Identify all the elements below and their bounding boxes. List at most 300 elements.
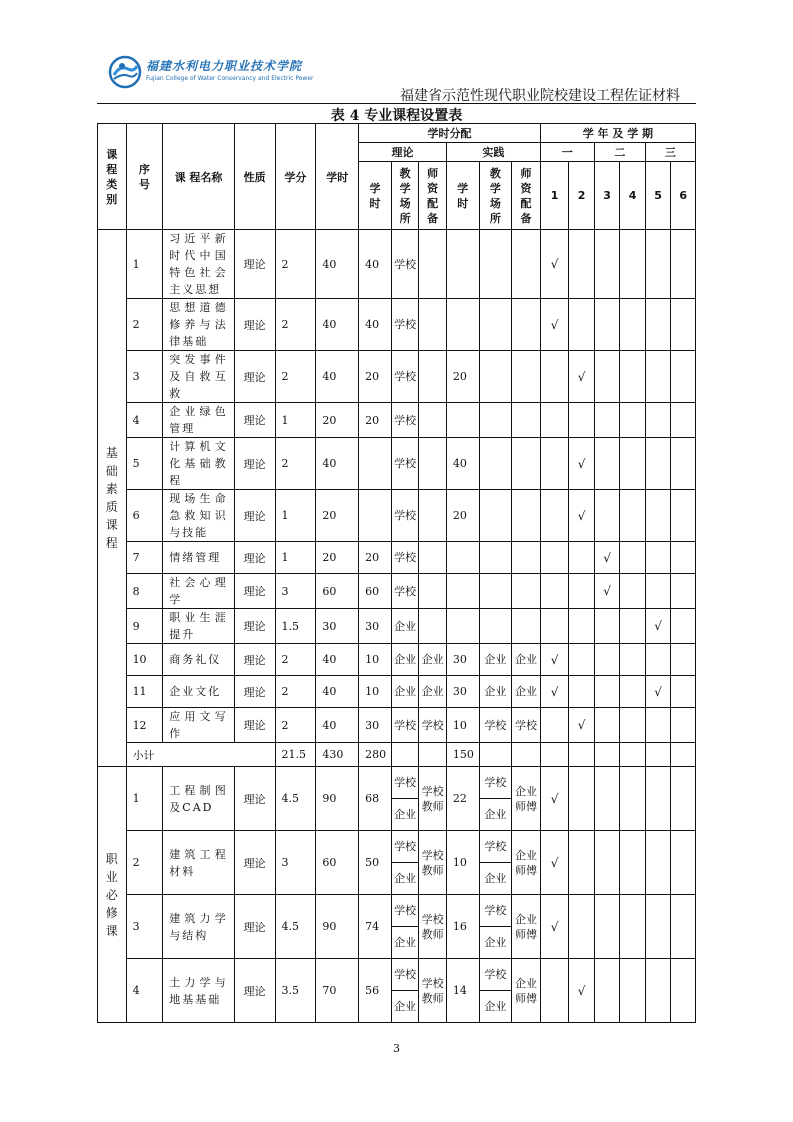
- header-sem-3: 3: [594, 162, 620, 230]
- semester-5-cell: [645, 831, 671, 895]
- seq-cell: 3: [126, 895, 163, 959]
- header-practice-place: 教 学 场 所: [479, 162, 512, 230]
- semester-5-cell: [645, 403, 671, 438]
- practice-place-cell-split: [480, 767, 512, 830]
- theory-teacher-cell: 学校教师: [419, 767, 447, 831]
- semester-5-cell: [645, 438, 671, 490]
- semester-1-cell: [540, 351, 569, 403]
- course-name-cell: 建筑力学与结构: [163, 895, 234, 959]
- semester-2-cell: [569, 299, 595, 351]
- credit-cell: 2: [275, 299, 316, 351]
- credit-cell: 1.5: [275, 609, 316, 644]
- semester-6-cell: [671, 644, 696, 676]
- hours-cell: 60: [316, 831, 359, 895]
- practice-teacher-cell: 企业: [512, 644, 541, 676]
- theory-teacher-cell: [419, 351, 447, 403]
- header-theory-teacher: 师 资 配 备: [419, 162, 447, 230]
- nature-cell: 理论: [234, 351, 275, 403]
- semester-2-cell: √: [569, 351, 595, 403]
- semester-4-cell: [620, 959, 646, 1023]
- semester-2-cell: [569, 574, 595, 609]
- practice-teacher-cell: [512, 230, 541, 299]
- hours-cell: 90: [316, 895, 359, 959]
- practice-place-cell: [479, 895, 512, 959]
- header-year-2: 二: [594, 143, 645, 162]
- course-name-cell: 土力学与地基基础: [163, 959, 234, 1023]
- subtotal-credit: 21.5: [275, 743, 316, 767]
- semester-6-cell: [671, 230, 696, 299]
- practice-teacher-cell: [512, 542, 541, 574]
- header-practice: 实践: [446, 143, 540, 162]
- course-name-cell: 工程制图及CAD: [163, 767, 234, 831]
- credit-cell: 3: [275, 574, 316, 609]
- category-label: 职 业 必 修 课: [98, 767, 127, 1023]
- semester-2-cell: [569, 403, 595, 438]
- category-label: 基 础 素 质 课 程: [98, 230, 127, 767]
- table-row: [98, 767, 696, 831]
- header-theory: 理论: [359, 143, 447, 162]
- theory-hours-cell: 20: [359, 403, 392, 438]
- empty-cell: [540, 743, 569, 767]
- hours-cell: 20: [316, 542, 359, 574]
- semester-2-cell: [569, 609, 595, 644]
- semester-6-cell: [671, 831, 696, 895]
- practice-place-cell: 企业: [479, 644, 512, 676]
- table-row: [98, 542, 696, 574]
- theory-place-cell: 学校: [391, 299, 419, 351]
- table-row: [98, 438, 696, 490]
- table-row: [98, 230, 696, 299]
- theory-teacher-cell: 学校教师: [419, 831, 447, 895]
- credit-cell: 1: [275, 542, 316, 574]
- semester-4-cell: [620, 676, 646, 708]
- hours-cell: 40: [316, 299, 359, 351]
- practice-hours-cell: 40: [446, 438, 479, 490]
- semester-5-cell: [645, 574, 671, 609]
- theory-place-cell-split: [392, 767, 419, 830]
- credit-cell: 1: [275, 403, 316, 438]
- semester-1-cell: √: [540, 230, 569, 299]
- practice-place-cell-line: 学校: [484, 904, 507, 917]
- theory-hours-cell: [359, 438, 392, 490]
- semester-5-cell: [645, 644, 671, 676]
- nature-cell: 理论: [234, 490, 275, 542]
- theory-teacher-cell: [419, 490, 447, 542]
- semester-2-cell: [569, 644, 595, 676]
- header-practice-teacher: 师 资 配 备: [512, 162, 541, 230]
- semester-4-cell: [620, 299, 646, 351]
- table-row: [98, 351, 696, 403]
- practice-teacher-cell: 企业师傅: [512, 959, 541, 1023]
- semester-5-cell: [645, 490, 671, 542]
- theory-hours-cell: 30: [359, 708, 392, 743]
- credit-cell: 3.5: [275, 959, 316, 1023]
- theory-place-cell: [391, 831, 419, 895]
- semester-1-cell: [540, 574, 569, 609]
- practice-place-cell-line: 企业: [480, 799, 512, 831]
- nature-cell: 理论: [234, 831, 275, 895]
- seq-cell: 12: [126, 708, 163, 743]
- practice-teacher-cell: [512, 299, 541, 351]
- semester-5-cell: √: [645, 676, 671, 708]
- practice-teacher-cell: [512, 351, 541, 403]
- semester-2-cell: [569, 230, 595, 299]
- semester-6-cell: [671, 299, 696, 351]
- semester-2-cell: [569, 767, 595, 831]
- table-title: 表 4 专业课程设置表: [330, 108, 463, 124]
- theory-place-cell: 企业: [391, 644, 419, 676]
- seq-cell: 10: [126, 644, 163, 676]
- seq-cell: 7: [126, 542, 163, 574]
- nature-cell: 理论: [234, 542, 275, 574]
- semester-1-cell: √: [540, 767, 569, 831]
- header-year-1: 一: [540, 143, 594, 162]
- hours-cell: 20: [316, 490, 359, 542]
- hours-cell: 70: [316, 959, 359, 1023]
- theory-hours-cell: 10: [359, 676, 392, 708]
- practice-place-cell: [479, 542, 512, 574]
- hours-cell: 90: [316, 767, 359, 831]
- theory-hours-cell: 74: [359, 895, 392, 959]
- practice-place-cell: 企业: [479, 676, 512, 708]
- college-logo: [108, 55, 314, 93]
- semester-3-cell: [594, 490, 620, 542]
- semester-6-cell: [671, 676, 696, 708]
- header-nature: 性质: [234, 124, 275, 230]
- course-name-cell: 突发事件及自救互救: [163, 351, 234, 403]
- theory-teacher-cell: 企业: [419, 676, 447, 708]
- semester-4-cell: [620, 895, 646, 959]
- empty-cell: [645, 743, 671, 767]
- header-divider: [97, 103, 696, 104]
- practice-place-cell-line: 学校: [484, 776, 507, 789]
- semester-5-cell: [645, 230, 671, 299]
- credit-cell: 1: [275, 490, 316, 542]
- empty-cell: [479, 743, 512, 767]
- practice-place-cell: 学校: [479, 708, 512, 743]
- table-row: [98, 959, 696, 1023]
- semester-4-cell: [620, 542, 646, 574]
- semester-5-cell: [645, 767, 671, 831]
- logo-chinese-name: 福建水利电力职业技术学院: [146, 59, 303, 73]
- practice-place-cell: [479, 351, 512, 403]
- semester-6-cell: [671, 574, 696, 609]
- course-name-cell: 企业文化: [163, 676, 234, 708]
- logo-english-name: Fujian College of Water Conservancy and Electric Power: [146, 75, 314, 82]
- practice-hours-cell: [446, 299, 479, 351]
- subtotal-hours: 430: [316, 743, 359, 767]
- credit-cell: 2: [275, 230, 316, 299]
- semester-6-cell: [671, 708, 696, 743]
- semester-3-cell: [594, 230, 620, 299]
- seq-cell: 1: [126, 767, 163, 831]
- semester-6-cell: [671, 351, 696, 403]
- theory-teacher-cell: 学校教师: [419, 959, 447, 1023]
- practice-place-cell: [479, 574, 512, 609]
- theory-place-cell-line: 企业: [392, 863, 419, 895]
- theory-teacher-cell: [419, 230, 447, 299]
- credit-cell: 4.5: [275, 895, 316, 959]
- semester-2-cell: √: [569, 959, 595, 1023]
- practice-teacher-cell: 企业: [512, 676, 541, 708]
- semester-1-cell: [540, 959, 569, 1023]
- theory-hours-cell: 20: [359, 351, 392, 403]
- theory-place-cell-split: [392, 895, 419, 958]
- seq-cell: 6: [126, 490, 163, 542]
- theory-place-cell: 学校: [391, 708, 419, 743]
- table-row: [98, 490, 696, 542]
- course-name-cell: 情绪管理: [163, 542, 234, 574]
- theory-place-cell-line: 企业: [392, 927, 419, 959]
- header-sem-1: 1: [540, 162, 569, 230]
- practice-teacher-cell: [512, 438, 541, 490]
- nature-cell: 理论: [234, 574, 275, 609]
- theory-hours-cell: 10: [359, 644, 392, 676]
- nature-cell: 理论: [234, 708, 275, 743]
- semester-1-cell: [540, 542, 569, 574]
- semester-4-cell: [620, 490, 646, 542]
- seq-cell: 4: [126, 959, 163, 1023]
- semester-3-cell: [594, 831, 620, 895]
- seq-cell: 11: [126, 676, 163, 708]
- theory-place-cell-line: 学校: [394, 776, 417, 789]
- header-seq: 序 号: [126, 124, 163, 230]
- table-row: [98, 403, 696, 438]
- theory-hours-cell: 30: [359, 609, 392, 644]
- header-hour-distribution: 学时分配: [359, 124, 541, 143]
- practice-place-cell: [479, 609, 512, 644]
- theory-place-cell: 学校: [391, 351, 419, 403]
- seq-cell: 1: [126, 230, 163, 299]
- table-row: [98, 676, 696, 708]
- practice-place-cell-line: 企业: [480, 863, 512, 895]
- college-emblem-icon: [108, 55, 142, 89]
- subtotal-row: [98, 743, 696, 767]
- theory-place-cell-split: [392, 959, 419, 1022]
- semester-1-cell: [540, 609, 569, 644]
- semester-6-cell: [671, 895, 696, 959]
- semester-4-cell: [620, 403, 646, 438]
- theory-hours-cell: 68: [359, 767, 392, 831]
- semester-5-cell: [645, 708, 671, 743]
- semester-3-cell: [594, 895, 620, 959]
- practice-place-cell-line: 学校: [484, 840, 507, 853]
- practice-hours-cell: 10: [446, 831, 479, 895]
- theory-teacher-cell: [419, 574, 447, 609]
- seq-cell: 4: [126, 403, 163, 438]
- course-name-cell: 社会心理学: [163, 574, 234, 609]
- practice-teacher-cell: [512, 609, 541, 644]
- course-name-cell: 现场生命急救知识与技能: [163, 490, 234, 542]
- document-header: 福建省示范性现代职业院校建设工程佐证材料: [400, 88, 680, 104]
- hours-cell: 40: [316, 438, 359, 490]
- course-name-cell: 企业绿色管理: [163, 403, 234, 438]
- practice-place-cell-line: 企业: [480, 927, 512, 959]
- page-number: 3: [393, 1042, 400, 1055]
- header-sem-5: 5: [645, 162, 671, 230]
- semester-2-cell: [569, 831, 595, 895]
- empty-cell: [594, 743, 620, 767]
- semester-3-cell: [594, 708, 620, 743]
- credit-cell: 2: [275, 438, 316, 490]
- practice-place-cell-split: [480, 959, 512, 1022]
- semester-2-cell: √: [569, 490, 595, 542]
- practice-hours-cell: 30: [446, 676, 479, 708]
- practice-place-cell: [479, 959, 512, 1023]
- credit-cell: 2: [275, 676, 316, 708]
- practice-hours-cell: 30: [446, 644, 479, 676]
- semester-4-cell: [620, 644, 646, 676]
- nature-cell: 理论: [234, 438, 275, 490]
- semester-5-cell: [645, 895, 671, 959]
- nature-cell: 理论: [234, 230, 275, 299]
- header-practice-hours: 学 时: [446, 162, 479, 230]
- header-theory-place: 教 学 场 所: [391, 162, 419, 230]
- theory-hours-cell: [359, 490, 392, 542]
- nature-cell: 理论: [234, 644, 275, 676]
- semester-6-cell: [671, 609, 696, 644]
- semester-3-cell: [594, 644, 620, 676]
- theory-teacher-cell: [419, 609, 447, 644]
- hours-cell: 30: [316, 609, 359, 644]
- semester-1-cell: [540, 708, 569, 743]
- empty-cell: [620, 743, 646, 767]
- practice-teacher-cell: 企业师傅: [512, 767, 541, 831]
- practice-hours-cell: [446, 230, 479, 299]
- practice-place-cell-line: 学校: [484, 968, 507, 981]
- practice-hours-cell: 22: [446, 767, 479, 831]
- hours-cell: 40: [316, 676, 359, 708]
- practice-teacher-cell: [512, 574, 541, 609]
- practice-hours-cell: [446, 574, 479, 609]
- semester-3-cell: [594, 767, 620, 831]
- header-credit: 学分: [275, 124, 316, 230]
- nature-cell: 理论: [234, 767, 275, 831]
- credit-cell: 2: [275, 351, 316, 403]
- theory-place-cell: 企业: [391, 676, 419, 708]
- semester-6-cell: [671, 438, 696, 490]
- practice-place-cell: [479, 767, 512, 831]
- credit-cell: 2: [275, 708, 316, 743]
- credit-cell: 2: [275, 644, 316, 676]
- theory-hours-cell: 40: [359, 230, 392, 299]
- practice-hours-cell: 10: [446, 708, 479, 743]
- practice-teacher-cell: 学校: [512, 708, 541, 743]
- semester-1-cell: [540, 490, 569, 542]
- hours-cell: 40: [316, 230, 359, 299]
- hours-cell: 60: [316, 574, 359, 609]
- theory-place-cell-line: 学校: [394, 904, 417, 917]
- seq-cell: 8: [126, 574, 163, 609]
- credit-cell: 3: [275, 831, 316, 895]
- practice-teacher-cell: [512, 490, 541, 542]
- practice-hours-cell: [446, 542, 479, 574]
- empty-cell: [512, 743, 541, 767]
- theory-place-cell: 学校: [391, 403, 419, 438]
- nature-cell: 理论: [234, 895, 275, 959]
- semester-2-cell: √: [569, 708, 595, 743]
- theory-place-cell-line: 学校: [394, 840, 417, 853]
- theory-teacher-cell: [419, 542, 447, 574]
- semester-5-cell: [645, 299, 671, 351]
- practice-hours-cell: 16: [446, 895, 479, 959]
- course-name-cell: 习近平新时代中国特色社会主义思想: [163, 230, 234, 299]
- theory-place-cell-line: 企业: [392, 799, 419, 831]
- theory-hours-cell: 50: [359, 831, 392, 895]
- practice-hours-cell: 20: [446, 490, 479, 542]
- empty-cell: [671, 743, 696, 767]
- theory-hours-cell: 60: [359, 574, 392, 609]
- semester-4-cell: [620, 767, 646, 831]
- semester-1-cell: [540, 403, 569, 438]
- semester-3-cell: √: [594, 574, 620, 609]
- semester-3-cell: [594, 438, 620, 490]
- course-name-cell: 职业生涯提升: [163, 609, 234, 644]
- semester-3-cell: [594, 609, 620, 644]
- course-name-cell: 思想道德修养与法律基础: [163, 299, 234, 351]
- theory-hours-cell: 20: [359, 542, 392, 574]
- theory-teacher-cell: 学校: [419, 708, 447, 743]
- practice-place-cell-split: [480, 895, 512, 958]
- table-row: [98, 895, 696, 959]
- course-name-cell: 计算机文化基础教程: [163, 438, 234, 490]
- seq-cell: 5: [126, 438, 163, 490]
- nature-cell: 理论: [234, 403, 275, 438]
- semester-1-cell: √: [540, 831, 569, 895]
- semester-6-cell: [671, 490, 696, 542]
- semester-4-cell: [620, 351, 646, 403]
- practice-place-cell: [479, 438, 512, 490]
- semester-2-cell: √: [569, 438, 595, 490]
- table-row: [98, 831, 696, 895]
- semester-1-cell: [540, 438, 569, 490]
- semester-3-cell: [594, 403, 620, 438]
- course-name-cell: 建筑工程材料: [163, 831, 234, 895]
- practice-teacher-cell: 企业师傅: [512, 831, 541, 895]
- theory-teacher-cell: 企业: [419, 644, 447, 676]
- table-row: [98, 708, 696, 743]
- seq-cell: 3: [126, 351, 163, 403]
- practice-place-cell-line: 企业: [480, 991, 512, 1023]
- semester-6-cell: [671, 959, 696, 1023]
- theory-place-cell-split: [392, 831, 419, 894]
- nature-cell: 理论: [234, 299, 275, 351]
- hours-cell: 40: [316, 708, 359, 743]
- theory-place-cell: [391, 959, 419, 1023]
- semester-1-cell: √: [540, 895, 569, 959]
- header-sem-6: 6: [671, 162, 696, 230]
- course-name-cell: 应用文写作: [163, 708, 234, 743]
- header-theory-hours: 学 时: [359, 162, 392, 230]
- table-body: [98, 230, 696, 1023]
- semester-1-cell: √: [540, 676, 569, 708]
- semester-1-cell: √: [540, 644, 569, 676]
- table-row: [98, 644, 696, 676]
- practice-hours-cell: 14: [446, 959, 479, 1023]
- semester-2-cell: [569, 676, 595, 708]
- hours-cell: 20: [316, 403, 359, 438]
- header-sem-2: 2: [569, 162, 595, 230]
- semester-3-cell: [594, 959, 620, 1023]
- practice-place-cell: [479, 403, 512, 438]
- theory-place-cell-line: 企业: [392, 991, 419, 1023]
- nature-cell: 理论: [234, 959, 275, 1023]
- semester-3-cell: [594, 299, 620, 351]
- practice-place-cell-split: [480, 831, 512, 894]
- nature-cell: 理论: [234, 609, 275, 644]
- practice-hours-cell: [446, 403, 479, 438]
- practice-teacher-cell: 企业师傅: [512, 895, 541, 959]
